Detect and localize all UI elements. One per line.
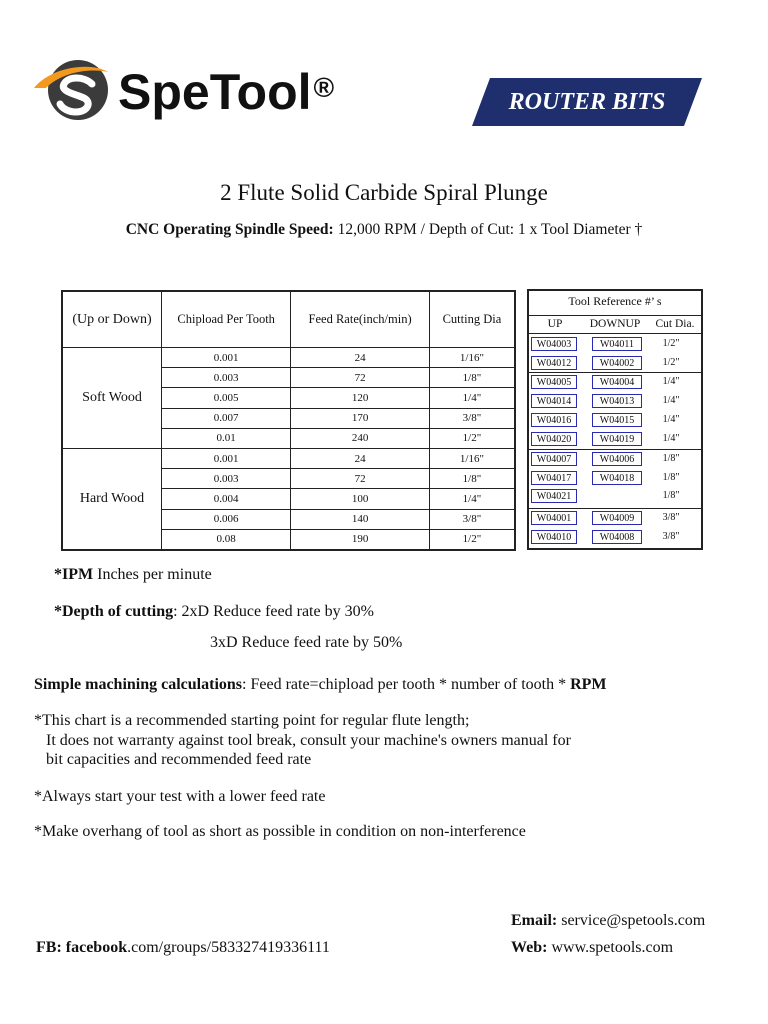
header-cell: Cutting Dia bbox=[429, 291, 515, 348]
ref-up-code: W04021 bbox=[531, 489, 577, 503]
table-cell: 0.003 bbox=[162, 368, 291, 388]
ref-downup-code: W04002 bbox=[592, 356, 642, 370]
ref-up-code: W04017 bbox=[531, 471, 577, 485]
divider bbox=[529, 315, 701, 316]
ref-cut-dia: 1/4" bbox=[662, 433, 680, 444]
overhang-note: *Make overhang of tool as short as possible in condition on non-interference bbox=[34, 823, 526, 840]
table-cell: 1/8" bbox=[429, 469, 515, 489]
tool-reference-title: Tool Reference #’ s bbox=[568, 294, 662, 308]
table-cell: 3/8" bbox=[429, 509, 515, 529]
header-cell: (Up or Down) bbox=[62, 291, 162, 348]
ref-up-code: W04001 bbox=[531, 511, 577, 525]
group-label: Hard Wood bbox=[62, 448, 162, 549]
table-cell: 0.006 bbox=[162, 509, 291, 529]
table-cell: 120 bbox=[291, 388, 430, 408]
ref-cut-dia: 1/4" bbox=[662, 395, 680, 406]
ref-up-code: W04014 bbox=[531, 394, 577, 408]
table-cell: 0.001 bbox=[162, 348, 291, 368]
table-cell: 1/16" bbox=[429, 448, 515, 468]
table-cell: 1/2" bbox=[429, 428, 515, 448]
web-line: Web: www.spetools.com bbox=[511, 939, 674, 956]
table-cell: 100 bbox=[291, 489, 430, 509]
table-cell: 1/4" bbox=[429, 388, 515, 408]
table-cell: 240 bbox=[291, 428, 430, 448]
table-cell: 24 bbox=[291, 448, 430, 468]
table-cell: 3/8" bbox=[429, 408, 515, 428]
ref-cut-dia: 1/8" bbox=[662, 453, 680, 464]
table-row bbox=[62, 348, 515, 368]
ref-up-code: W04007 bbox=[531, 452, 577, 466]
orange-swoosh-s-icon bbox=[32, 58, 110, 124]
chart-note-line-3: bit capacities and recommended feed rate bbox=[46, 751, 312, 768]
depth-note: *Depth of cutting: 2xD Reduce feed rate by 30% bbox=[54, 603, 374, 620]
feed-rate-table bbox=[61, 290, 516, 551]
table-cell: 1/2" bbox=[429, 529, 515, 550]
table-cell: 72 bbox=[291, 469, 430, 489]
table-cell: 0.005 bbox=[162, 388, 291, 408]
ref-up-code: W04010 bbox=[531, 530, 577, 544]
table-cell: 0.08 bbox=[162, 529, 291, 550]
table-cell: 140 bbox=[291, 509, 430, 529]
ipm-note: *IPM Inches per minute bbox=[54, 566, 212, 583]
ref-cut-dia: 1/4" bbox=[662, 414, 680, 425]
calc-note: Simple machining calculations: Feed rate=chipload per tooth * number of tooth * RPM bbox=[34, 676, 607, 693]
table-cell: 0.003 bbox=[162, 469, 291, 489]
table-cell: 0.004 bbox=[162, 489, 291, 509]
table-cell: 190 bbox=[291, 529, 430, 550]
ref-downup-code: W04011 bbox=[592, 337, 642, 351]
table-cell: 0.01 bbox=[162, 428, 291, 448]
ref-cut-dia: 1/4" bbox=[662, 376, 680, 387]
table-cell: 1/8" bbox=[429, 368, 515, 388]
divider bbox=[529, 508, 701, 509]
page-subtitle: CNC Operating Spindle Speed: 12,000 RPM / Depth of Cut: 1 x Tool Diameter † bbox=[125, 221, 643, 238]
table-cell: 0.007 bbox=[162, 408, 291, 428]
table-header-row bbox=[62, 291, 515, 348]
ref-cut-dia: 3/8" bbox=[662, 512, 680, 523]
header-cell: Feed Rate(inch/min) bbox=[291, 291, 430, 348]
ref-up-code: W04005 bbox=[531, 375, 577, 389]
table-cell: 170 bbox=[291, 408, 430, 428]
email-line: Email: service@spetools.com bbox=[511, 912, 706, 929]
ref-downup-code: W04013 bbox=[592, 394, 642, 408]
table-cell: 0.001 bbox=[162, 448, 291, 468]
ref-downup-code: W04019 bbox=[592, 432, 642, 446]
page-title: 2 Flute Solid Carbide Spiral Plunge bbox=[220, 180, 548, 205]
banner-label: ROUTER BITS bbox=[508, 88, 666, 115]
ref-downup-code: W04018 bbox=[592, 471, 642, 485]
ref-up-code: W04016 bbox=[531, 413, 577, 427]
table-cell: 1/16" bbox=[429, 348, 515, 368]
ref-up-code: W04020 bbox=[531, 432, 577, 446]
ref-cut-dia: 1/8" bbox=[662, 490, 680, 501]
ref-cut-dia: 1/2" bbox=[662, 357, 680, 368]
ref-cut-dia: 1/8" bbox=[662, 472, 680, 483]
ref-cut-dia: 1/2" bbox=[662, 338, 680, 349]
ref-header-cut-dia: Cut Dia. bbox=[655, 318, 695, 330]
table-cell: 24 bbox=[291, 348, 430, 368]
ref-downup-code: W04009 bbox=[592, 511, 642, 525]
divider bbox=[529, 372, 701, 373]
ref-header-up: UP bbox=[547, 318, 563, 330]
ref-header-downup: DOWNUP bbox=[589, 318, 641, 330]
brand-logo: SpeTool® bbox=[118, 64, 335, 120]
divider bbox=[529, 333, 701, 334]
table-row bbox=[62, 448, 515, 468]
ref-downup-code: W04004 bbox=[592, 375, 642, 389]
facebook-line: FB: facebook.com/groups/583327419336111 bbox=[36, 939, 330, 956]
ref-downup-code: W04015 bbox=[592, 413, 642, 427]
divider bbox=[529, 449, 701, 450]
ref-downup-code: W04008 bbox=[592, 530, 642, 544]
ref-cut-dia: 3/8" bbox=[662, 531, 680, 542]
chart-note-line-2: It does not warranty against tool break, consult your machine's owners manual for bbox=[46, 732, 571, 749]
start-note: *Always start your test with a lower feed rate bbox=[34, 788, 326, 805]
table-cell: 1/4" bbox=[429, 489, 515, 509]
table-cell: 72 bbox=[291, 368, 430, 388]
ref-up-code: W04012 bbox=[531, 356, 577, 370]
chart-note-line-1: *This chart is a recommended starting point for regular flute length; bbox=[34, 712, 470, 729]
ref-up-code: W04003 bbox=[531, 337, 577, 351]
ref-downup-code: W04006 bbox=[592, 452, 642, 466]
header-cell: Chipload Per Tooth bbox=[162, 291, 291, 348]
depth-note-2: 3xD Reduce feed rate by 50% bbox=[210, 634, 403, 651]
group-label: Soft Wood bbox=[62, 348, 162, 449]
